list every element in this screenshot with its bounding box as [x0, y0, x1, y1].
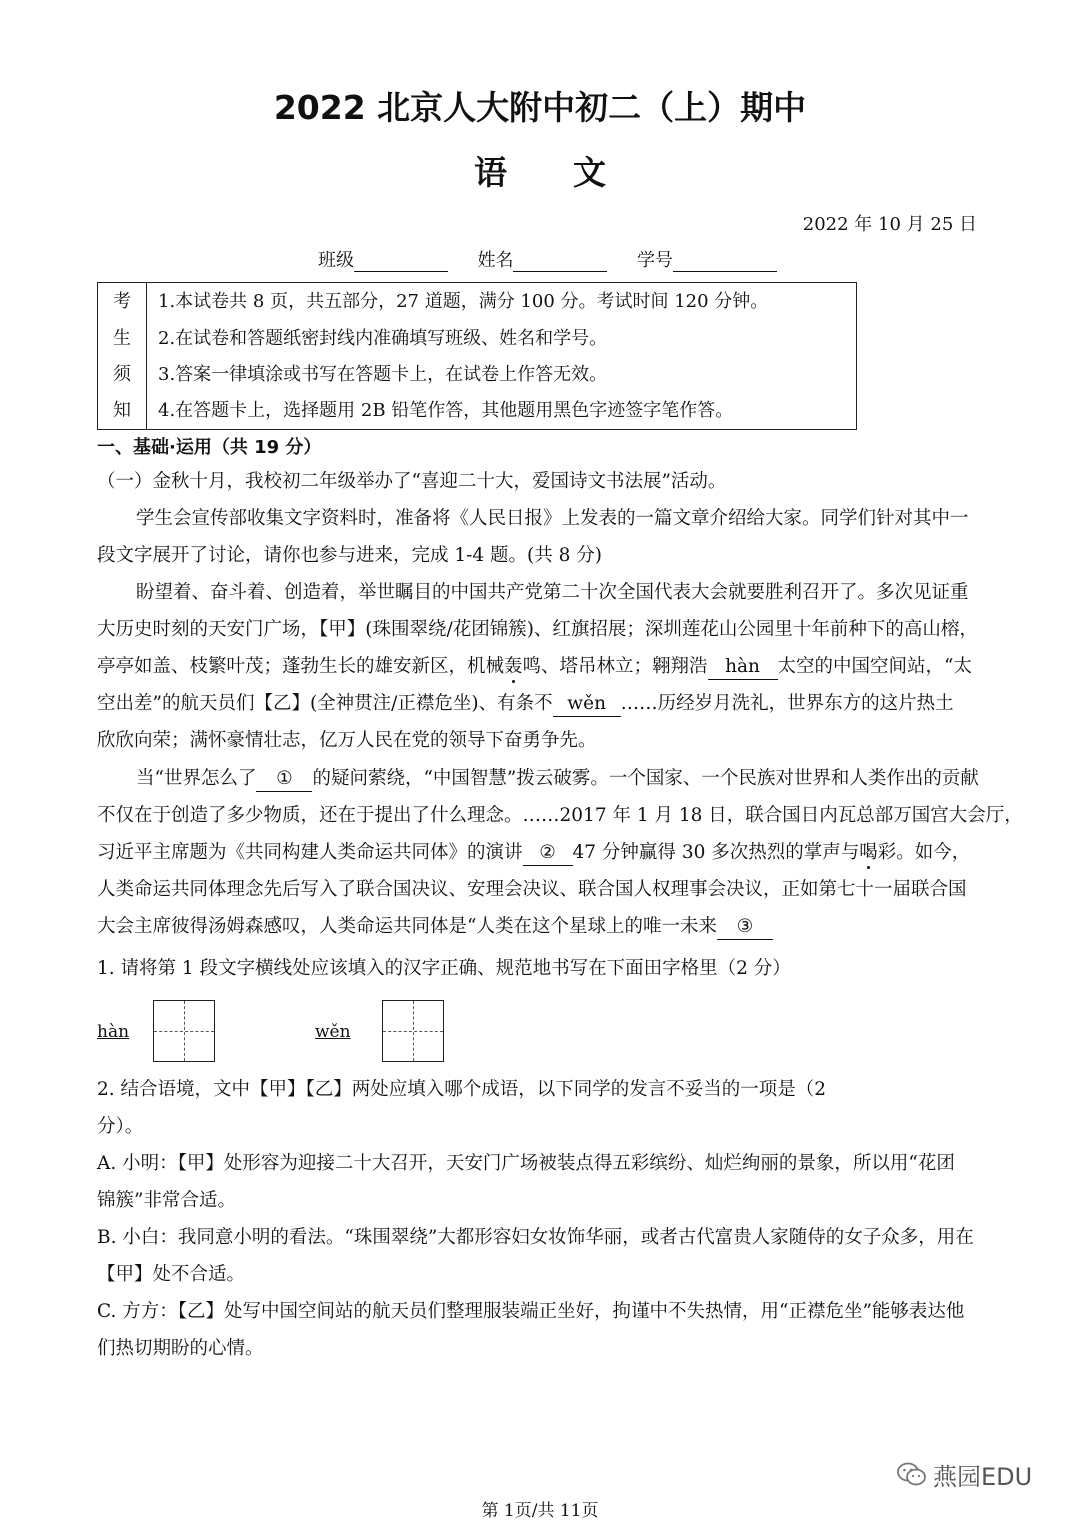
p2-line-5 — [97, 908, 983, 945]
option-b-line-1: B. 小白：我同意小明的看法。“珠围翠绕”大都形容妇女妆饰华丽，或者古代富贵人家随侍的女子众多，用在 — [97, 1227, 974, 1248]
emphasis-dot-char-2: 喝 — [859, 842, 878, 863]
intro-line-2a: 学生会宣传部收集文字资料时，准备将《人民日报》上发表的一篇文章介绍给大家。同学们针对其中一 — [136, 508, 969, 529]
intro-line-2b: 段文字展开了讨论，请你也参与进来，完成 1-4 题。(共 8 分) — [97, 545, 603, 566]
name-label: 姓名 — [477, 250, 514, 271]
p1-line-1: 盼望着、奋斗着、创造着，举世瞩目的中国共产党第二十次全国代表大会就要胜利召开了。多次见证重 — [136, 582, 969, 603]
p2-line-1-text-b: 的疑问萦绕，“中国智慧”拨云破雾。一个国家、一个民族对世界和人类作出的贡献 — [312, 768, 979, 789]
section-heading: 一、基础·运用（共 19 分） — [97, 437, 322, 458]
p1-line-3-text-b: 鸣、塔吊林立；翱翔浩 — [522, 656, 708, 677]
pinyin-label-wen: wěn — [315, 1022, 351, 1042]
writing-grid-han[interactable] — [153, 1000, 215, 1062]
pinyin-blank-wen: wěn — [553, 692, 621, 717]
option-c-line-2: 们热切期盼的心情。 — [97, 1338, 264, 1359]
watermark — [897, 1457, 1032, 1494]
p2-line-1 — [136, 760, 982, 797]
blank-3: ③ — [717, 915, 773, 940]
page-number: 第 1页/共 11页 — [481, 1501, 599, 1521]
p1-line-4 — [97, 685, 983, 722]
writing-grid-wen[interactable] — [382, 1000, 444, 1062]
p1-line-2: 大历史时刻的天安门广场，【甲】(珠围翠绕/花团锦簇)、红旗招展；深圳莲花山公园里十年前种下的高山榕， — [97, 619, 978, 640]
id-blank — [673, 249, 777, 272]
p2-line-1-text-a: 当“世界怎么了 — [136, 768, 257, 789]
class-label: 班级 — [318, 250, 354, 271]
option-c-line-1: C. 方方：【乙】处写中国空间站的航天员们整理服装端正坐好，拘谨中不失热情，用“正襟危坐”能够表达他 — [97, 1301, 965, 1322]
notice-item-3: 3.答案一律填涂或书写在答题卡上，在试卷上作答无效。 — [158, 364, 608, 385]
notice-label-4: 知 — [113, 400, 131, 421]
exam-notice-box — [97, 282, 857, 430]
class-blank — [354, 249, 448, 272]
name-blank — [513, 249, 607, 272]
p2-line-3-text-a: 习近平主席题为《共同构建人类命运共同体》的演讲 — [97, 842, 523, 863]
p2-line-3-text-b: 47 分钟赢得 30 多次热烈的掌声与 — [572, 842, 860, 863]
exam-subject: 语 文 — [474, 153, 606, 192]
p2-line-5-text-a: 大会主席彼得汤姆森感叹，人类命运共同体是“人类在这个星球上的唯一未来 — [97, 916, 717, 937]
question-2-line-2: 分）。 — [97, 1116, 144, 1137]
p2-line-3 — [97, 834, 983, 871]
watermark-text: 燕园EDU — [933, 1463, 1033, 1491]
p1-line-4-text-b: ……历经岁月洗礼，世界东方的这片热土 — [620, 693, 954, 714]
exam-title: 2022 北京人大附中初二（上）期中 — [273, 88, 807, 127]
exam-date: 2022 年 10 月 25 日 — [802, 214, 977, 235]
wechat-icon — [897, 1462, 927, 1494]
notice-label-1: 考 — [113, 291, 131, 312]
question-2-line-1: 2. 结合语境，文中【甲】【乙】两处应填入哪个成语，以下同学的发言不妥当的一项是（2 — [97, 1079, 827, 1100]
option-a-line-1: A. 小明：【甲】处形容为迎接二十大召开，天安门广场被装点得五彩缤纷、灿烂绚丽的景象，所以用“花团 — [97, 1153, 955, 1174]
p1-line-3-text-c: 太空的中国空间站，“太 — [777, 656, 973, 677]
notice-label-2: 生 — [113, 328, 131, 349]
blank-1: ① — [256, 767, 312, 792]
p1-line-5: 欣欣向荣；满怀豪情壮志，亿万人民在党的领导下奋勇争先。 — [97, 730, 597, 751]
p2-line-3-text-c: 彩。如今， — [877, 842, 971, 863]
option-a-line-2: 锦簇”非常合适。 — [97, 1190, 236, 1211]
notice-item-2: 2.在试卷和答题纸密封线内准确填写班级、姓名和学号。 — [158, 328, 608, 349]
id-label: 学号 — [636, 250, 673, 271]
blank-2: ② — [523, 841, 573, 866]
notice-item-4: 4.在答题卡上，选择题用 2B 铅笔作答，其他题用黑色字迹签字笔作答。 — [158, 400, 734, 421]
student-info-row — [318, 246, 777, 272]
emphasis-dot-char: 轰 — [504, 656, 523, 677]
question-1: 1. 请将第 1 段文字横线处应该填入的汉字正确、规范地书写在下面田字格里（2 分） — [97, 958, 791, 979]
intro-line-1: （一）金秋十月，我校初二年级举办了“喜迎二十大，爱国诗文书法展”活动。 — [97, 471, 727, 492]
notice-item-1: 1.本试卷共 8 页，共五部分，27 道题，满分 100 分。考试时间 120 分钟。 — [158, 291, 769, 312]
pinyin-label-han: hàn — [97, 1022, 130, 1042]
notice-divider — [146, 283, 147, 429]
notice-label-3: 须 — [113, 364, 131, 385]
pinyin-blank-han: hàn — [708, 655, 778, 680]
p1-line-4-text-a: 空出差”的航天员们【乙】(全神贯注/正襟危坐)、有条不 — [97, 693, 553, 714]
p1-line-3-text-a: 亭亭如盖、枝繁叶茂；蓬勃生长的雄安新区，机械 — [97, 656, 505, 677]
p1-line-3 — [97, 648, 983, 685]
option-b-line-2: 【甲】处不合适。 — [97, 1264, 246, 1285]
p2-line-2: 不仅在于创造了多少物质，还在于提出了什么理念。……2017 年 1 月 18 日，联合国日内瓦总部万国宫大会厅， — [97, 805, 1023, 826]
p2-line-4: 人类命运共同体理念先后写入了联合国决议、安理会决议、联合国人权理事会决议，正如第七十一届联合国 — [97, 879, 967, 900]
